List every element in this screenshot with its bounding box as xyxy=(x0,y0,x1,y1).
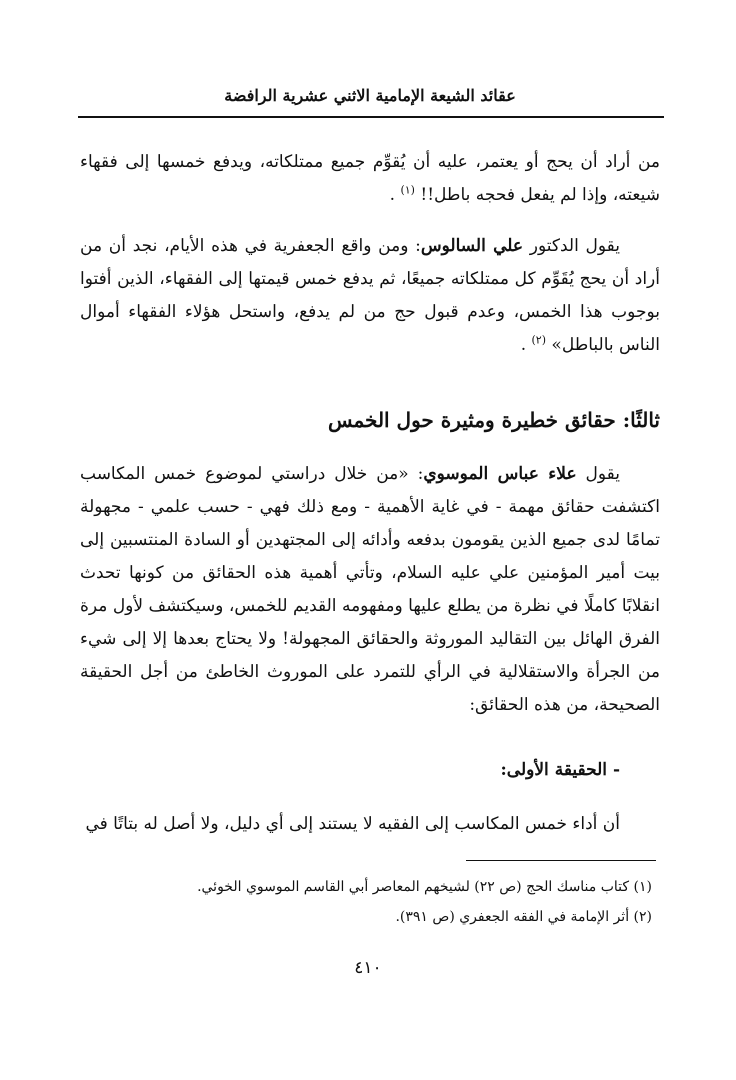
paragraph-4-text: أن أداء خمس المكاسب إلى الفقيه لا يستند إلى أي دليل، ولا أصل له بتاتًا في xyxy=(85,814,620,834)
paragraph-2-lead: يقول الدكتور xyxy=(529,236,620,256)
footnote-divider xyxy=(466,860,656,861)
footnote-2 xyxy=(80,906,652,928)
paragraph-1 xyxy=(80,146,660,212)
paragraph-2-end: . xyxy=(520,335,527,355)
paragraph-1-text: من أراد أن يحج أو يعتمر، عليه أن يُقوِّم جميع ممتلكاته، ويدفع خمسها إلى فقهاء شيعته، وإذا لم يفعل فحجه باطل!! xyxy=(80,152,660,205)
footnote-ref-1[interactable]: (١) xyxy=(400,183,415,197)
header-divider xyxy=(78,116,664,118)
footnote-1-num: (١) xyxy=(633,879,652,895)
paragraph-3 xyxy=(80,458,660,722)
paragraph-2-text: : ومن واقع الجعفرية في هذه الأيام، نجد أن من أراد أن يحج يُقَوِّم كل ممتلكاته جميعًا، ثم يدفع خمس قيمتها إلى الفقهاء، الذين أفتوا بوجوب هذا الخمس، وعدم قبول حج من لم يدفع، واستحل هؤلاء الفقهاء أموال الناس بالباطل» xyxy=(80,236,660,355)
author-name-mousawi: علاء عباس الموسوي xyxy=(423,464,577,484)
paragraph-1-end: . xyxy=(389,185,396,205)
footnote-2-num: (٢) xyxy=(633,909,652,925)
running-header: عقائد الشيعة الإمامية الاثني عشرية الرافضة xyxy=(224,86,516,105)
paragraph-2 xyxy=(80,230,660,362)
paragraph-4 xyxy=(80,808,660,841)
footnote-2-text: أثر الإمامة في الفقه الجعفري (ص ٣٩١). xyxy=(395,909,630,925)
author-name-salous: علي السالوس xyxy=(420,236,524,256)
page-number: ٤١٠ xyxy=(354,958,382,978)
paragraph-3-text: : «من خلال دراستي لموضوع خمس المكاسب اكتشفت حقائق مهمة - في غاية الأهمية - ومع ذلك فهي - حسب علمي - مجهولة تمامًا لدى جميع الذين يقومون بدفعه وأدائه إلى المجتهدين أو السادة المنتسبين إلى بيت أمير المؤمنين علي عليه السلام، وتأتي أهمية هذه الحقائق من كونها تحدث انقلابًا كاملًا في نظرة من يطلع عليها ومفهومه القديم للخمس، وسيكتشف لأول مرة الفرق الهائل بين التقاليد الموروثة والحقائق المجهولة! ولا يحتاج بعدها إلا إلى شيء من الجرأة والاستقلالية في الرأي للتمرد على الموروث الخاطئ من أجل الحقيقة الصحيحة، من هذه الحقائق: xyxy=(80,464,660,715)
section-title: ثالثًا: حقائق خطيرة ومثيرة حول الخمس xyxy=(327,408,660,432)
footnote-1 xyxy=(80,876,652,898)
footnote-1-text: كتاب مناسك الحج (ص ٢٢) لشيخهم المعاصر أبي القاسم الموسوي الخوئي. xyxy=(197,879,630,895)
subheading-first-fact: - الحقيقة الأولى: xyxy=(500,760,620,780)
paragraph-3-lead: يقول xyxy=(585,464,621,484)
footnote-ref-2[interactable]: (٢) xyxy=(531,333,547,347)
